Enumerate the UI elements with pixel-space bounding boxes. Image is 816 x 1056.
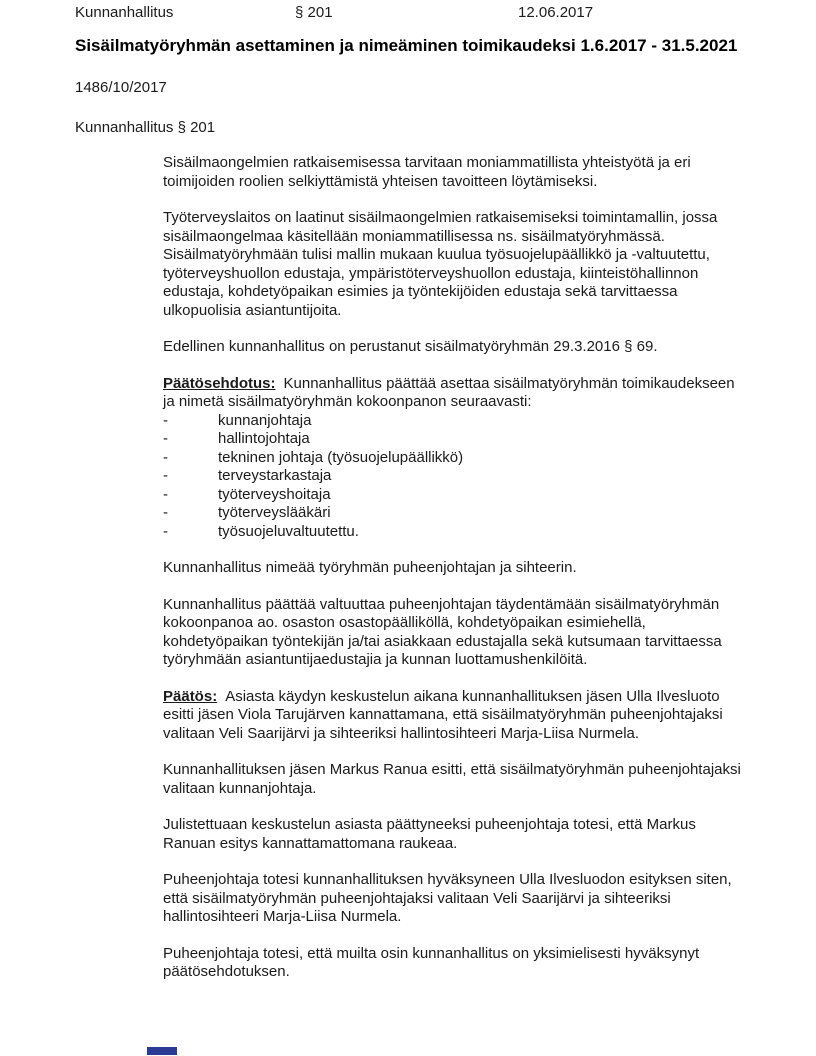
list-item xyxy=(163,486,747,505)
paragraph-discussion-closed: Julistettuaan keskustelun asiasta päättyneeksi puheenjohtaja totesi, että Markus Ranuan esitys kannattamattomana raukeaa. xyxy=(163,816,696,852)
member-name: terveystarkastaja xyxy=(218,467,332,484)
paragraph-chair-secretary: Kunnanhallitus nimeää työryhmän puheenjohtajan ja sihteerin. xyxy=(163,559,577,576)
diary-number: 1486/10/2017 xyxy=(75,79,167,96)
list-dash: - xyxy=(163,448,168,466)
list-item xyxy=(163,504,747,523)
member-name: työterveyslääkäri xyxy=(218,504,331,521)
section-number: § 201 xyxy=(295,4,333,21)
proposal-paragraph xyxy=(163,375,747,412)
member-list xyxy=(163,412,747,542)
content-column xyxy=(163,154,747,982)
paragraph-model: Työterveyslaitos on laatinut sisäilmaongelmien ratkaisemiseksi toimintamallin, jossa sisäilmaongelmaa käsitellään moniammatillisessa ns. sisäilmatyöryhmässä. Sisäilmatyöryhmään tulisi mallin mukaan kuulua työsuojelupäällikkö ja -valtuutettu, työterveyshuollon edustaja, ympäristöterveyshuollon edustaja, kiinteistöhallinnon edustaja, kohdetyöpaikan esimies ja työntekijöiden edustaja sekä tarvittaessa ulkopuolisia asiantuntijoita. xyxy=(163,209,718,319)
section-heading: Kunnanhallitus § 201 xyxy=(75,119,216,136)
decision-label: Päätös: xyxy=(163,687,218,705)
list-item xyxy=(163,449,747,468)
member-name: kunnanjohtaja xyxy=(218,411,312,429)
paragraph-unanimous: Puheenjohtaja totesi, että muilta osin kunnanhallitus on yksimielisesti hyväksynyt päätösehdotuksen. xyxy=(163,944,700,980)
list-dash: - xyxy=(163,467,168,484)
list-item xyxy=(163,523,747,542)
list-item xyxy=(163,412,747,431)
list-dash: - xyxy=(163,430,168,447)
list-dash: - xyxy=(163,411,168,429)
paragraph-intro: Sisäilmaongelmien ratkaisemisessa tarvitaan moniammatillista yhteistyötä ja eri toimijoiden roolien selkiyttämistä yhteisen tavoitteen löytämiseksi. xyxy=(163,154,691,190)
org-name: Kunnanhallitus xyxy=(75,4,174,21)
member-name: hallintojohtaja xyxy=(218,430,310,447)
paragraph-previous-board: Edellinen kunnanhallitus on perustanut sisäilmatyöryhmän 29.3.2016 § 69. xyxy=(163,338,658,355)
page-title: Sisäilmatyöryhmän asettaminen ja nimeäminen toimikaudeksi 1.6.2017 - 31.5.2021 xyxy=(75,36,738,55)
bottom-blue-mark xyxy=(147,1047,177,1055)
list-dash: - xyxy=(163,485,168,503)
list-item xyxy=(163,430,747,449)
paragraph-ranua-proposal: Kunnanhallituksen jäsen Markus Ranua esitti, että sisäilmatyöryhmän puheenjohtajaksi valitaan kunnanjohtaja. xyxy=(163,761,741,797)
decision-paragraph xyxy=(163,688,747,744)
meeting-date: 12.06.2017 xyxy=(518,4,594,21)
decision-text: Asiasta käydyn keskustelun aikana kunnanhallituksen jäsen Ulla Ilvesluoto esitti jäsen Viola Tarujärven kannattamana, että sisäilmatyöryhmän puheenjohtajaksi valitaan Veli Saarijärvi ja sihteeriksi hallintosihteeri Marja-Liisa Nurmela. xyxy=(163,687,723,742)
member-name: työterveyshoitaja xyxy=(218,485,331,503)
list-dash: - xyxy=(163,522,168,540)
paragraph-authorization: Kunnanhallitus päättää valtuuttaa puheenjohtajan täydentämään sisäilmatyöryhmän kokoonpanoa ao. osaston osastopäälliköllä, kohdetyöpaikan esimiehellä, kohdetyöpaikan työntekijän ja/tai asiakkaan edustajalla sekä kutsumaan tarvittaessa työryhmään asiantuntijaedustajia ja kunnan luottamushenkilöitä. xyxy=(163,595,722,668)
proposal-text: Kunnanhallitus päättää asettaa sisäilmatyöryhmän toimikaudekseen ja nimetä sisäilmatyöryhmän kokoonpanon seuraavasti: xyxy=(163,374,735,410)
proposal-label: Päätösehdotus: xyxy=(163,374,276,392)
list-dash: - xyxy=(163,504,168,521)
paragraph-approved-proposal: Puheenjohtaja totesi kunnanhallituksen hyväksyneen Ulla Ilvesluodon esityksen siten, että sisäilmatyöryhmän puheenjohtajaksi valitaan Veli Saarijärvi ja sihteeriksi hallintosihteeri Marja-Liisa Nurmela. xyxy=(163,871,732,925)
list-item xyxy=(163,467,747,486)
member-name: työsuojeluvaltuutettu. xyxy=(218,522,359,540)
member-name: tekninen johtaja (työsuojelupäällikkö) xyxy=(218,448,464,466)
